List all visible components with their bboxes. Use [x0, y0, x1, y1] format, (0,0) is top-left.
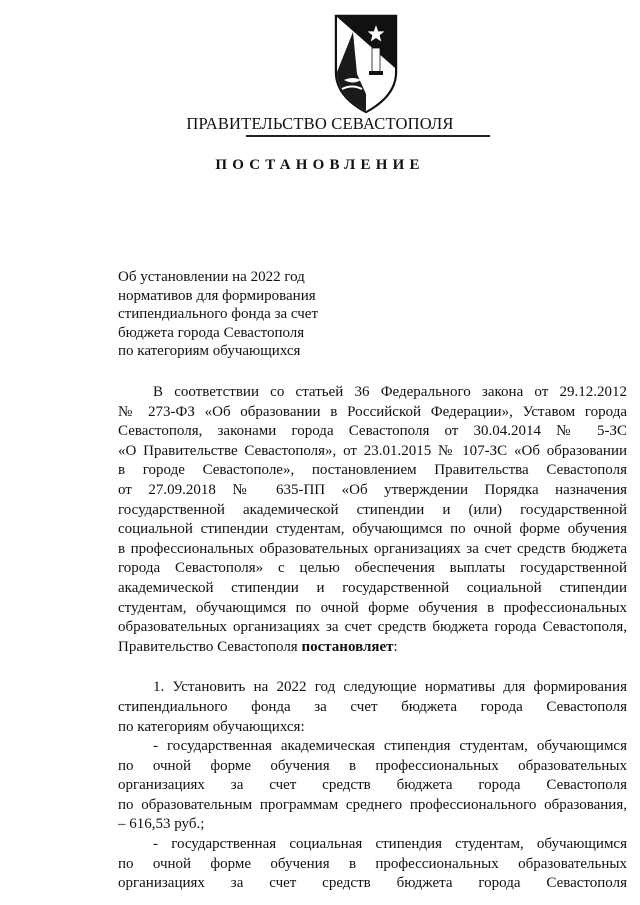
text-line: по образовательным программам среднего профессионального образования, [118, 796, 627, 813]
subject-line: нормативов для формирования [118, 287, 316, 304]
bullet-social-stipend [118, 835, 627, 894]
text-line: - государственная академическая стипендия студентам, обучающимся [153, 738, 627, 755]
text-line: по категориям обучающихся: [118, 718, 305, 735]
subject-line: стипендиального фонда за счет [118, 306, 319, 322]
text-line: Севастополя, законами города Севастополя от 30.04.2014 № 5-ЗС [118, 423, 627, 440]
subject-line: по категориям обучающихся [118, 343, 301, 359]
text-line: по очной форме обучения в профессиональных образовательных [118, 757, 627, 774]
resolution-verb: постановляет [301, 638, 394, 655]
text-line: организациях за счет средств бюджета города Севастополя [118, 875, 627, 892]
text-line: № 273-ФЗ «Об образовании в Российской Федерации», Уставом города [118, 403, 627, 420]
text-run: : [393, 638, 398, 655]
preamble-paragraph [118, 383, 627, 657]
text-line: стипендиального фонда за счет бюджета города Севастополя [118, 698, 627, 715]
sevastopol-coat-of-arms-icon [333, 14, 399, 114]
text-line: 1. Установить на 2022 год следующие нормативы для формирования [153, 679, 627, 696]
header-divider [246, 135, 490, 137]
text-line: государственной академической стипендии и (или) государственной [118, 501, 627, 518]
item-1-paragraph [118, 678, 627, 737]
text-line: – 616,53 руб.; [118, 816, 205, 833]
text-line: в городе Севастополе», постановлением Правительства Севастополя [118, 462, 627, 479]
bullet-academic-stipend [118, 737, 627, 835]
document-body [118, 383, 627, 894]
document-subject [118, 268, 378, 361]
text-line: «О Правительстве Севастополя», от 23.01.2015 № 107-ЗС «Об образовании [118, 442, 627, 459]
text-line: от 27.09.2018 № 635-ПП «Об утверждении Порядка назначения [118, 481, 627, 498]
text-line: города Севастополя» с целью обеспечения выплаты государственной [118, 560, 627, 577]
document-type: ПОСТАНОВЛЕНИЕ [215, 157, 425, 173]
text-line: организациях за счет средств бюджета города Севастополя [118, 777, 627, 794]
text-line [118, 638, 627, 658]
text-line: студентам, обучающимся по очной форме обучения в профессиональных [118, 599, 627, 616]
government-name: ПРАВИТЕЛЬСТВО СЕВАСТОПОЛЯ [186, 114, 454, 133]
text-line: - государственная социальная стипендия студентам, обучающимся [153, 836, 627, 853]
text-line: В соответствии со статьей 36 Федерального закона от 29.12.2012 [153, 384, 627, 400]
subject-line: Об установлении на 2022 год [118, 269, 305, 285]
text-line: академической стипендии и государственной социальной стипендии [118, 579, 627, 596]
text-line: в профессиональных образовательных организациях за счет средств бюджета [118, 540, 627, 557]
text-line: по очной форме обучения в профессиональных образовательных [118, 855, 627, 872]
text-line: образовательных организациях за счет средств бюджета города Севастополя, [118, 619, 627, 636]
text-run: Правительство Севастополя [118, 638, 302, 655]
text-line: социальной стипендии студентам, обучающимся по очной форме обучения [118, 521, 627, 538]
subject-line: бюджета города Севастополя [118, 324, 305, 341]
